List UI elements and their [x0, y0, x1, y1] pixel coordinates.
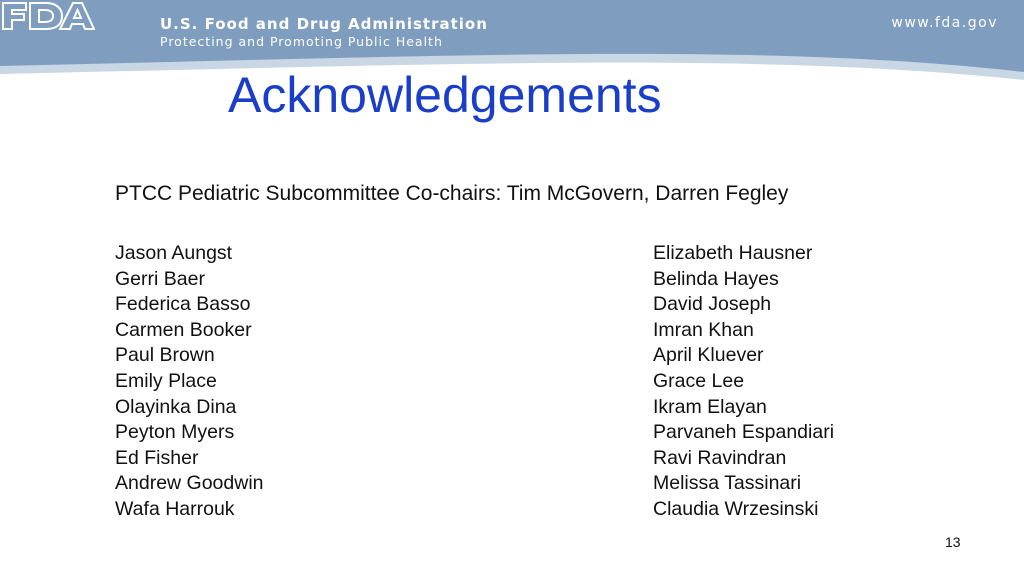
- agency-name: U.S. Food and Drug Administration: [160, 15, 488, 33]
- website-link[interactable]: www.fda.gov: [891, 15, 998, 31]
- names-list-right: [653, 241, 834, 523]
- list-item: Grace Lee: [653, 369, 745, 392]
- list-item: Andrew Goodwin: [115, 472, 264, 495]
- list-item: Ikram Elayan: [653, 395, 767, 418]
- list-item: Ravi Ravindran: [653, 446, 787, 469]
- list-item: Melissa Tassinari: [653, 472, 802, 495]
- list-item: Gerri Baer: [115, 267, 205, 290]
- agency-tagline: Protecting and Promoting Public Health: [160, 34, 443, 49]
- list-item: Belinda Hayes: [653, 267, 779, 290]
- list-item: Parvaneh Espandiari: [653, 421, 835, 444]
- list-item: Peyton Myers: [115, 421, 235, 444]
- slide-title: Acknowledgements: [228, 67, 662, 123]
- list-item: Paul Brown: [115, 344, 215, 367]
- page-number: 13: [945, 534, 961, 550]
- list-item: April Kluever: [653, 344, 764, 367]
- list-item: Imran Khan: [653, 318, 754, 341]
- list-item: Elizabeth Hausner: [653, 242, 813, 264]
- list-item: Jason Aungst: [115, 242, 233, 264]
- list-item: Claudia Wrzesinski: [653, 497, 819, 520]
- list-item: Federica Basso: [115, 293, 251, 316]
- list-item: Wafa Harrouk: [115, 497, 235, 520]
- cochairs-line: PTCC Pediatric Subcommittee Co-chairs: Tim McGovern, Darren Fegley: [115, 182, 789, 205]
- list-item: David Joseph: [653, 293, 772, 316]
- list-item: Emily Place: [115, 369, 217, 392]
- names-list-left: [115, 241, 264, 523]
- list-item: Ed Fisher: [115, 446, 199, 469]
- list-item: Carmen Booker: [115, 318, 252, 341]
- list-item: Olayinka Dina: [115, 395, 237, 418]
- fda-logo: [0, 0, 95, 32]
